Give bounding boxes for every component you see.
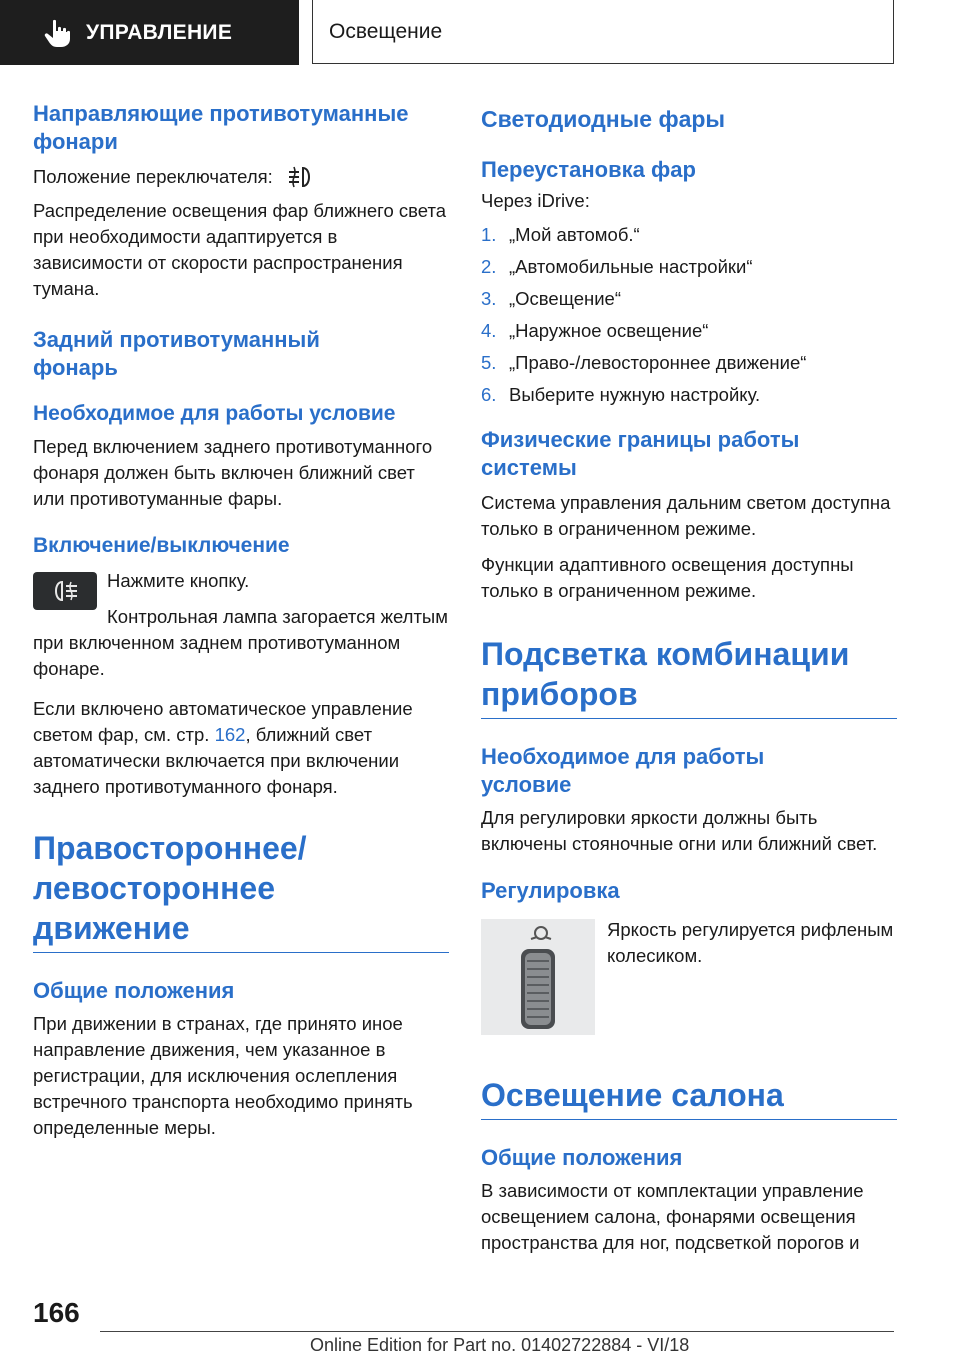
fog-front-title: Направляющие противотуманные фонари	[33, 101, 409, 154]
rear-fog-icon	[50, 580, 80, 602]
onoff-title: Включение/выключение	[33, 534, 290, 557]
instr-heading	[481, 634, 897, 719]
indicator-text: Контрольная лампа загорается желтым при включенном заднем противотуманном фонаре.	[33, 606, 448, 679]
list-item: 5. „Право-/левостороннее движение“	[481, 352, 807, 373]
auto-light-text: Если включено автоматическое управление светом фар, см. стр. 162, ближний свет автоматически включается при включении заднего противотуманного фонаря.	[33, 698, 413, 797]
page-ref-link[interactable]: 162	[214, 724, 246, 745]
list-item: 4. „Наружное освещение“	[481, 320, 709, 341]
section-title: УПРАВЛЕНИЕ	[86, 20, 233, 44]
interior-text: В зависимости от комплектации управление освещением салона, фонарями освещения пространства для ног, подсветкой порогов и	[481, 1180, 864, 1253]
interior-general-title: Общие положения	[481, 1145, 683, 1170]
led-title: Светодиодные фары	[481, 106, 726, 132]
general-title: Общие положения	[33, 978, 235, 1003]
footer-divider	[100, 1331, 894, 1332]
list-item: 1. „Мой автомоб.“	[481, 224, 640, 245]
right-column	[481, 100, 897, 1256]
traffic-heading	[33, 828, 449, 953]
limits-text-1: Система управления дальним светом доступна только в ограниченном режиме.	[481, 492, 891, 539]
thumbwheel-icon	[481, 919, 595, 1035]
left-column	[33, 100, 449, 1141]
chapter-title: Освещение	[312, 0, 894, 64]
readjust-title: Переустановка фар	[481, 157, 696, 182]
rear-cond-text: Перед включением заднего противотуманного фонаря должен быть включен ближний свет или противотуманные фары.	[33, 436, 433, 509]
rear-cond-title: Необходимое для работы условие	[33, 402, 396, 425]
interior-title: Освещение салона	[481, 1077, 784, 1113]
instr-cond-title: Необходимое для работы условие	[481, 744, 765, 797]
instr-title: Подсветка комбинации приборов	[481, 636, 850, 712]
page-number: 166	[33, 1297, 80, 1328]
hand-pointer-icon	[44, 18, 72, 48]
instr-cond-text: Для регулировки яркости должны быть включены стояночные огни или ближний свет.	[481, 807, 878, 854]
traffic-title: Правостороннее/ левостороннее движение	[33, 830, 307, 946]
thumbwheel-image	[481, 919, 595, 1035]
general-text: При движении в странах, где принято иное направление движения, чем указанное в регистрации, для исключения ослепления встречного транспорта необходимо принять определенные меры.	[33, 1013, 413, 1138]
list-item: 6. Выберите нужную настройку.	[481, 384, 761, 405]
edition-text: Online Edition for Part no. 01402722884 - VI/18	[310, 1335, 690, 1355]
switch-position-label: Положение переключателя:	[33, 166, 273, 187]
list-item: 2. „Автомобильные настройки“	[481, 256, 753, 277]
section-tab	[0, 0, 299, 65]
rear-fog-title: Задний противотуманный фонарь	[33, 327, 320, 380]
limits-title: Физические границы работы системы	[481, 427, 800, 480]
limits-text-2: Функции адаптивного освещения доступны только в ограниченном режиме.	[481, 554, 854, 601]
steps-list	[481, 222, 897, 408]
list-item: 3. „Освещение“	[481, 288, 622, 309]
interior-heading	[481, 1075, 897, 1120]
rear-fog-button-image	[33, 572, 97, 610]
press-button-text: Нажмите кнопку.	[107, 570, 250, 591]
via-idrive-text: Через iDrive:	[481, 190, 590, 211]
fog-front-text: Распределение освещения фар ближнего света при необходимости адаптируется в зависимости от скорости распространения тумана.	[33, 200, 447, 299]
fog-light-icon	[285, 164, 315, 190]
adjust-text: Яркость регулируется рифленым колесиком.	[607, 919, 894, 966]
adjust-title: Регулировка	[481, 878, 620, 903]
